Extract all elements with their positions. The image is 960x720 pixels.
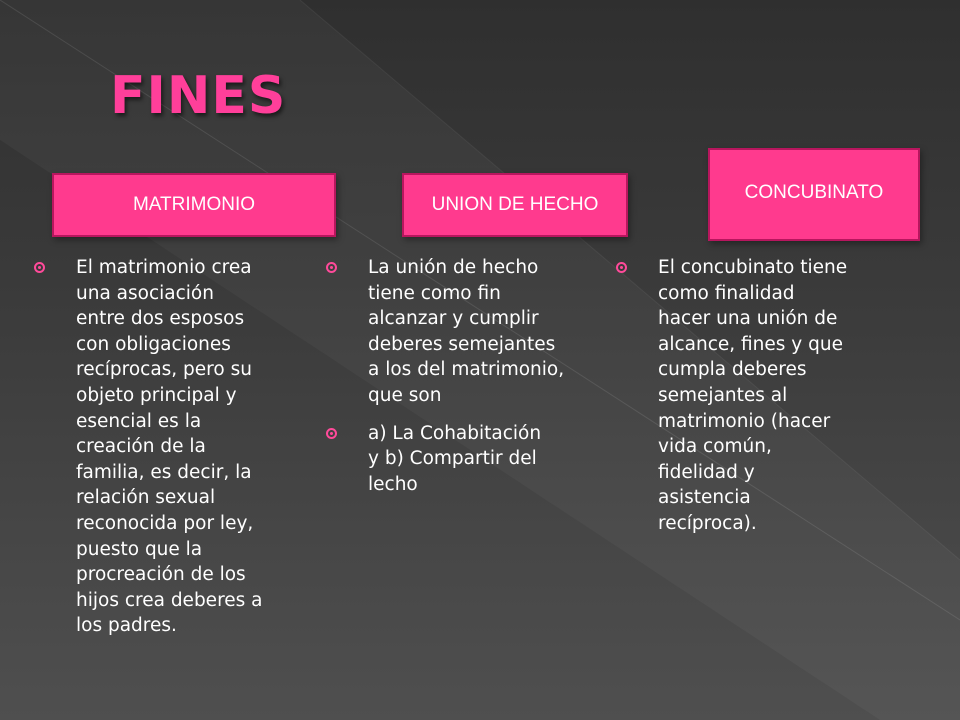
slide-title: FINES <box>110 66 287 126</box>
header-label: CONCUBINATO <box>744 182 884 203</box>
bullet-item <box>326 255 618 409</box>
bullet-item <box>34 255 324 639</box>
header-label: UNION DE HECHO <box>431 194 599 215</box>
bullet-icon <box>326 428 337 439</box>
bullet-text: La unión de hecho tiene como fin alcanzar y cumplir deberes semejantes a los del matrimonio, que son <box>368 257 565 406</box>
header-box-union-de-hecho <box>402 173 628 237</box>
column-concubinato <box>616 255 916 549</box>
bullet-icon <box>326 262 337 273</box>
bullet-item <box>616 255 916 537</box>
header-box-concubinato <box>708 148 920 241</box>
bullet-icon <box>616 262 627 273</box>
bullet-text: El matrimonio crea una asociación entre dos esposos con obligaciones recíprocas, pero su objeto principal y esencial es la creación de la familia, es decir, la relación sexual reconocida por ley, puesto que la procreación de los hijos crea deberes a los padres. <box>76 257 263 637</box>
header-box-matrimonio <box>52 173 336 237</box>
bullet-icon <box>34 262 45 273</box>
bullet-item <box>326 421 618 498</box>
header-label: MATRIMONIO <box>132 194 256 215</box>
column-matrimonio <box>34 255 324 651</box>
bullet-text: a) La Cohabitación y b) Compartir del lecho <box>368 422 542 495</box>
bullet-text: El concubinato tiene como finalidad hacer una unión de alcance, fines y que cumpla deberes semejantes al matrimonio (hacer vida común, fidelidad y asistencia recíproca). <box>658 257 848 534</box>
column-union-de-hecho <box>326 255 618 509</box>
